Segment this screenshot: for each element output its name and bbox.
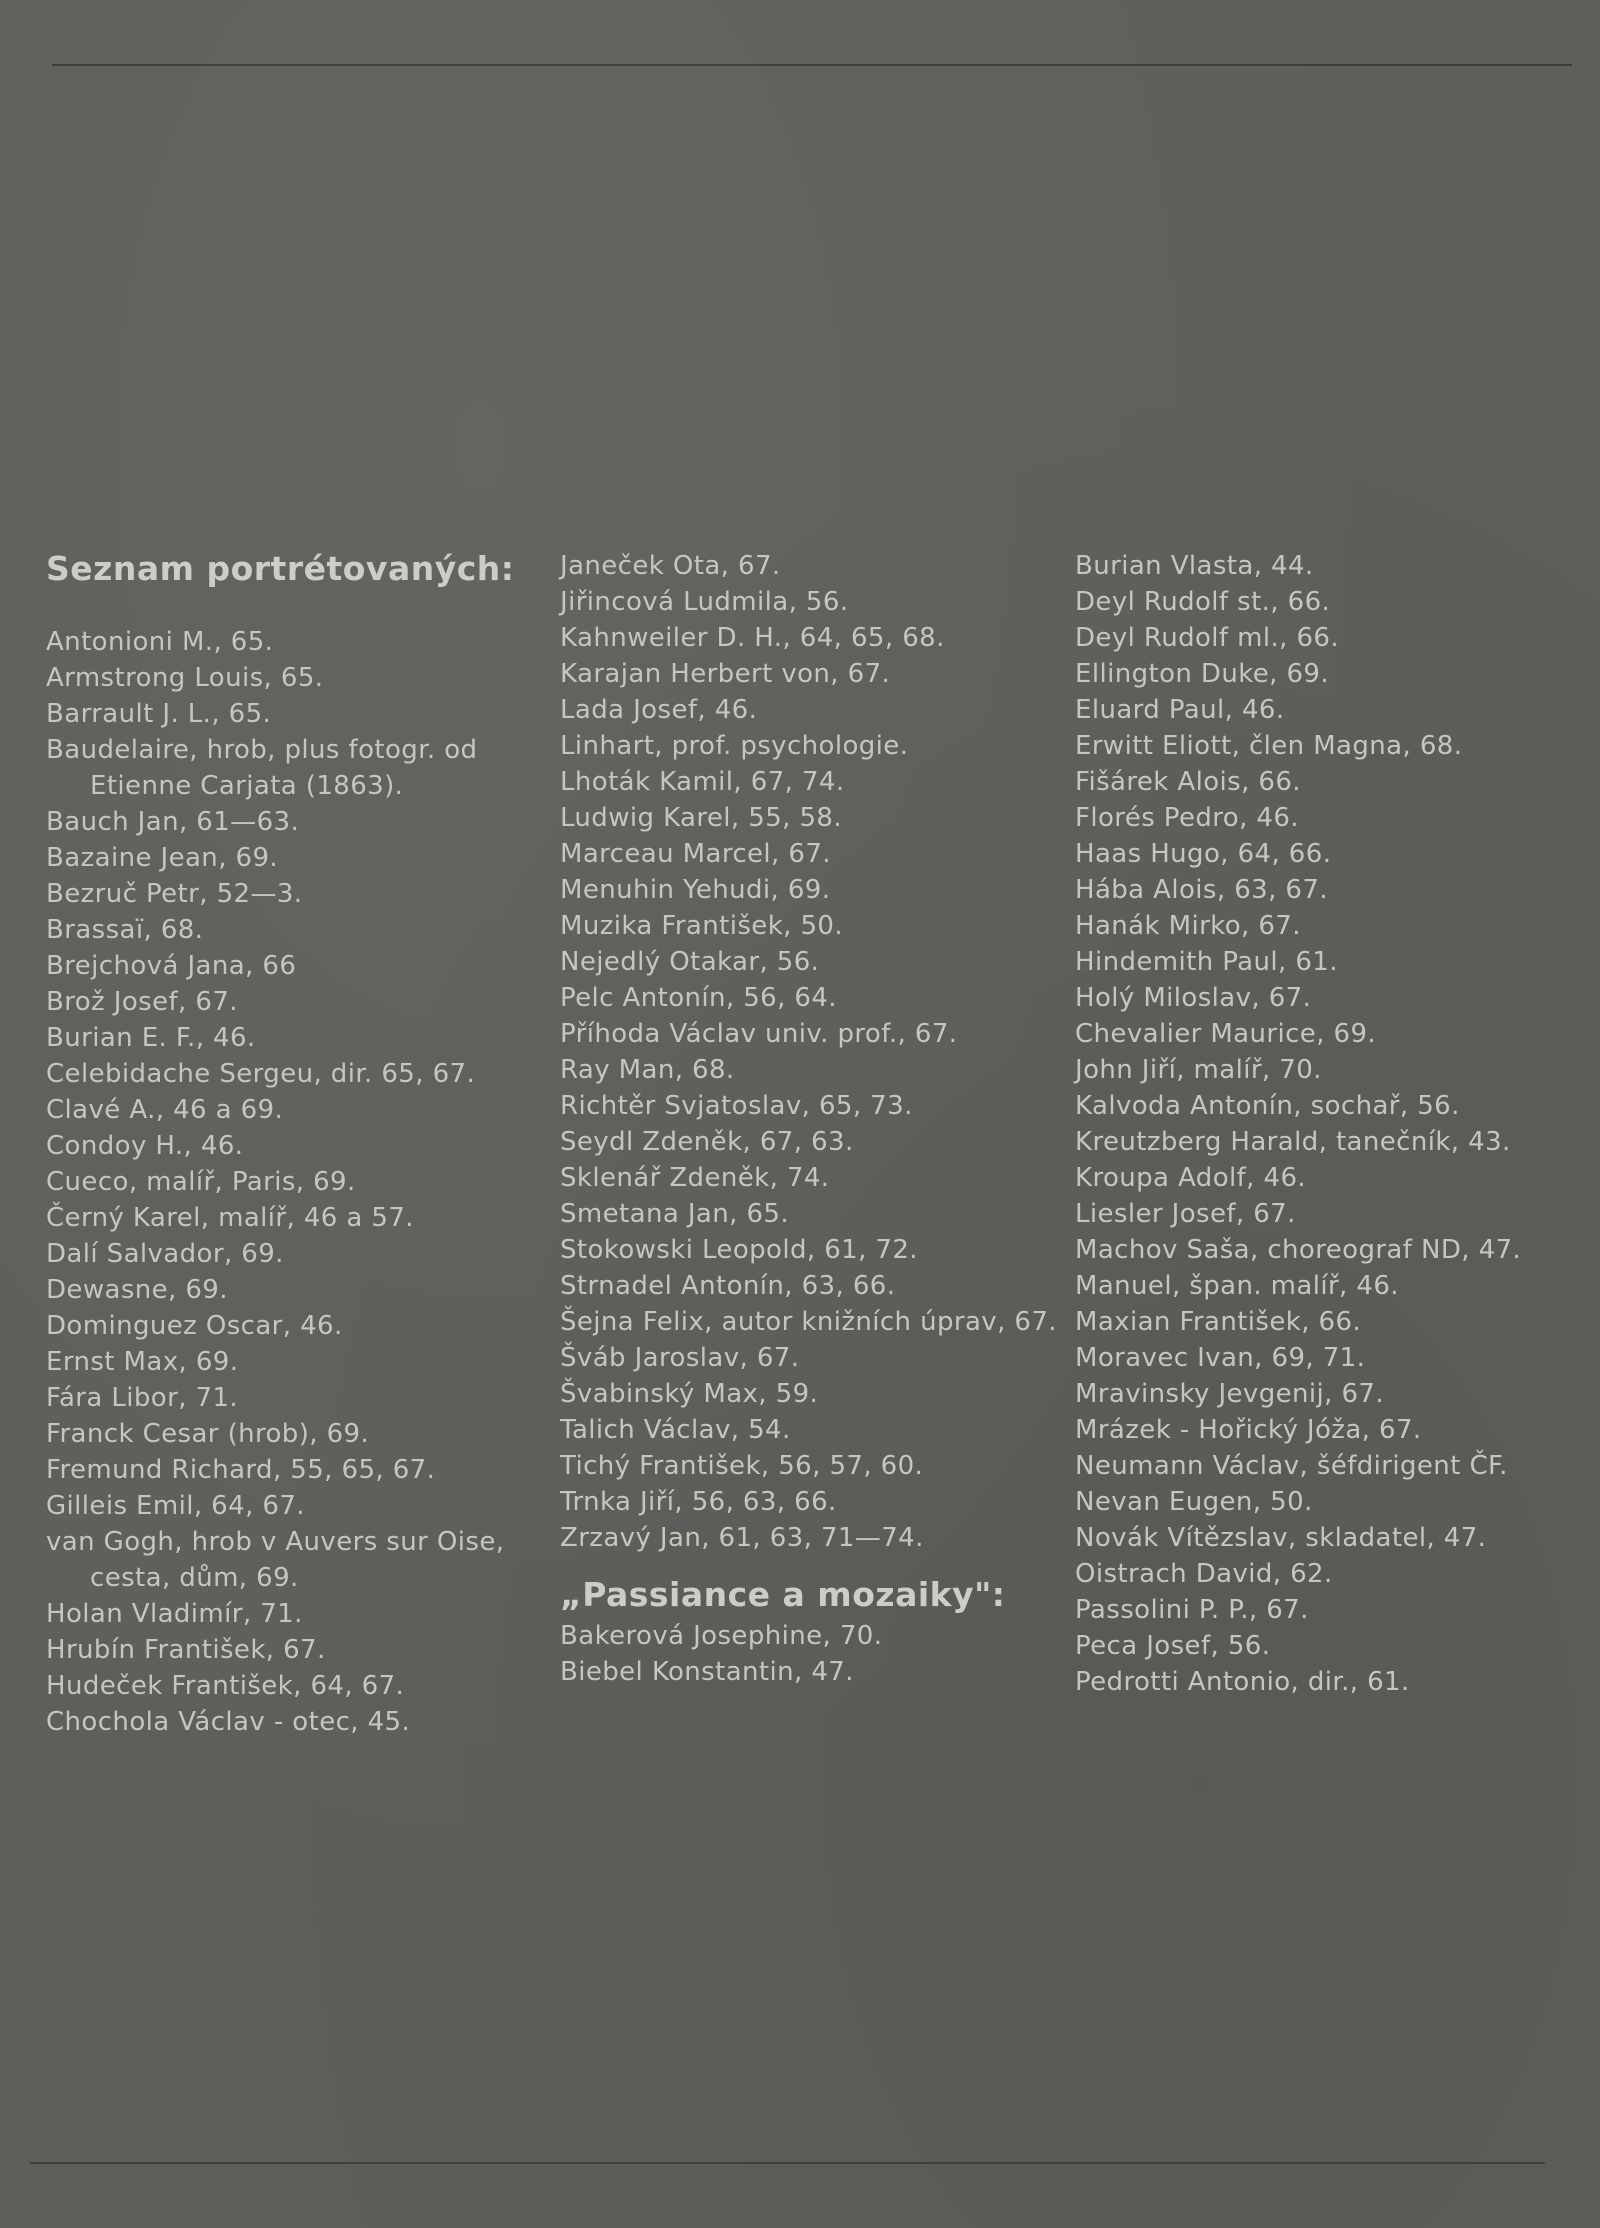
index-entry: Černý Karel, malíř, 46 a 57.	[46, 1203, 414, 1233]
index-entry: Pedrotti Antonio, dir., 61.	[1075, 1667, 1410, 1697]
index-entry: Liesler Josef, 67.	[1075, 1199, 1296, 1229]
index-entry: Florés Pedro, 46.	[1075, 803, 1299, 833]
index-entry: Richtěr Svjatoslav, 65, 73.	[560, 1091, 913, 1121]
index-entry: Franck Cesar (hrob), 69.	[46, 1419, 370, 1449]
index-entry: Hindemith Paul, 61.	[1075, 947, 1338, 977]
index-entry: Kreutzberg Harald, tanečník, 43.	[1075, 1127, 1511, 1157]
index-entry: Peca Josef, 56.	[1075, 1631, 1271, 1661]
index-entry: Pelc Antonín, 56, 64.	[560, 983, 837, 1013]
index-entry: Brož Josef, 67.	[46, 987, 238, 1017]
index-entry: Biebel Konstantin, 47.	[560, 1657, 854, 1687]
index-column-1	[46, 548, 566, 1740]
index-entry: Passolini P. P., 67.	[1075, 1595, 1309, 1625]
index-entry: Hudeček František, 64, 67.	[46, 1671, 405, 1701]
index-entry: Ellington Duke, 69.	[1075, 659, 1330, 689]
index-entry: Bakerová Josephine, 70.	[560, 1621, 883, 1651]
index-entry: Tichý František, 56, 57, 60.	[560, 1451, 924, 1481]
index-entry: Talich Václav, 54.	[560, 1415, 791, 1445]
index-entry: Holý Miloslav, 67.	[1075, 983, 1312, 1013]
entry-list-column-2	[560, 548, 1080, 1556]
section-heading-passiance: „Passiance a mozaiky":	[560, 1575, 1006, 1614]
index-entry: Švabinský Max, 59.	[560, 1379, 819, 1409]
index-entry: Jiřincová Ludmila, 56.	[560, 587, 849, 617]
entry-list-passiance	[560, 1618, 1080, 1690]
index-entry: Bazaine Jean, 69.	[46, 843, 279, 873]
index-entry: Kahnweiler D. H., 64, 65, 68.	[560, 623, 945, 653]
index-entry: Linhart, prof. psychologie.	[560, 731, 909, 761]
bottom-rule	[30, 2162, 1545, 2164]
index-entry: Stokowski Leopold, 61, 72.	[560, 1235, 918, 1265]
index-entry: Novák Vítězslav, skladatel, 47.	[1075, 1523, 1487, 1553]
index-entry: Celebidache Sergeu, dir. 65, 67.	[46, 1059, 476, 1089]
index-entry: John Jiří, malíř, 70.	[1075, 1055, 1322, 1085]
index-entry: Seydl Zdeněk, 67, 63.	[560, 1127, 854, 1157]
index-entry: Fišárek Alois, 66.	[1075, 767, 1301, 797]
index-entry: Nejedlý Otakar, 56.	[560, 947, 820, 977]
index-entry: Mravinsky Jevgenij, 67.	[1075, 1379, 1385, 1409]
index-entry: Neumann Václav, šéfdirigent ČF.	[1075, 1451, 1508, 1481]
index-entry: Ernst Max, 69.	[46, 1347, 239, 1377]
index-entry: Fára Libor, 71.	[46, 1383, 239, 1413]
index-entry: Bauch Jan, 61—63.	[46, 807, 300, 837]
index-entry: Sklenář Zdeněk, 74.	[560, 1163, 830, 1193]
index-entry: Hanák Mirko, 67.	[1075, 911, 1301, 941]
index-entry: Smetana Jan, 65.	[560, 1199, 789, 1229]
index-entry: van Gogh, hrob v Auvers sur Oise, cesta, dům, 69.	[46, 1527, 505, 1593]
index-entry: Ray Man, 68.	[560, 1055, 735, 1085]
index-column-2	[560, 548, 1080, 1690]
index-entry: Haas Hugo, 64, 66.	[1075, 839, 1332, 869]
index-entry: Gilleis Emil, 64, 67.	[46, 1491, 305, 1521]
top-rule	[52, 64, 1572, 66]
index-entry: Machov Saša, choreograf ND, 47.	[1075, 1235, 1522, 1265]
index-entry: Hába Alois, 63, 67.	[1075, 875, 1328, 905]
index-entry: Moravec Ivan, 69, 71.	[1075, 1343, 1366, 1373]
index-entry: Kalvoda Antonín, sochař, 56.	[1075, 1091, 1460, 1121]
index-entry: Armstrong Louis, 65.	[46, 663, 324, 693]
index-entry: Šváb Jaroslav, 67.	[560, 1343, 800, 1373]
index-entry: Burian E. F., 46.	[46, 1023, 256, 1053]
index-entry: Janeček Ota, 67.	[560, 551, 781, 581]
index-entry: Dalí Salvador, 69.	[46, 1239, 284, 1269]
index-entry: Condoy H., 46.	[46, 1131, 244, 1161]
index-entry: Muzika František, 50.	[560, 911, 844, 941]
index-entry: Barrault J. L., 65.	[46, 699, 272, 729]
index-entry: Dominguez Oscar, 46.	[46, 1311, 343, 1341]
index-entry: Kroupa Adolf, 46.	[1075, 1163, 1307, 1193]
index-entry: Eluard Paul, 46.	[1075, 695, 1285, 725]
index-entry: Marceau Marcel, 67.	[560, 839, 831, 869]
index-entry: Cueco, malíř, Paris, 69.	[46, 1167, 356, 1197]
index-entry: Menuhin Yehudi, 69.	[560, 875, 831, 905]
index-entry: Bezruč Petr, 52—3.	[46, 879, 303, 909]
index-entry: Chochola Václav - otec, 45.	[46, 1707, 411, 1737]
index-entry: Trnka Jiří, 56, 63, 66.	[560, 1487, 837, 1517]
index-heading: Seznam portrétovaných:	[46, 549, 515, 588]
index-entry: Antonioni M., 65.	[46, 627, 274, 657]
index-entry: Clavé A., 46 a 69.	[46, 1095, 284, 1125]
index-entry: Deyl Rudolf st., 66.	[1075, 587, 1331, 617]
index-entry: Erwitt Eliott, člen Magna, 68.	[1075, 731, 1463, 761]
index-entry: Baudelaire, hrob, plus fotogr. od Etienne Carjata (1863).	[46, 735, 478, 801]
entry-list-column-1	[46, 624, 566, 1740]
index-entry: Brassaï, 68.	[46, 915, 204, 945]
index-entry: Chevalier Maurice, 69.	[1075, 1019, 1377, 1049]
index-entry: Šejna Felix, autor knižních úprav, 67.	[560, 1307, 1057, 1337]
index-entry: Nevan Eugen, 50.	[1075, 1487, 1313, 1517]
index-column-3	[1075, 548, 1595, 1700]
index-entry: Brejchová Jana, 66	[46, 951, 297, 981]
index-entry: Lhoták Kamil, 67, 74.	[560, 767, 845, 797]
index-entry: Deyl Rudolf ml., 66.	[1075, 623, 1340, 653]
index-entry: Příhoda Václav univ. prof., 67.	[560, 1019, 958, 1049]
index-entry: Zrzavý Jan, 61, 63, 71—74.	[560, 1523, 924, 1553]
index-entry: Mrázek - Hořický Jóža, 67.	[1075, 1415, 1422, 1445]
entry-list-column-3	[1075, 548, 1595, 1700]
index-entry: Maxian František, 66.	[1075, 1307, 1362, 1337]
index-entry: Dewasne, 69.	[46, 1275, 228, 1305]
index-entry: Fremund Richard, 55, 65, 67.	[46, 1455, 436, 1485]
index-entry: Hrubín František, 67.	[46, 1635, 326, 1665]
index-entry: Strnadel Antonín, 63, 66.	[560, 1271, 896, 1301]
index-entry: Oistrach David, 62.	[1075, 1559, 1333, 1589]
index-entry: Ludwig Karel, 55, 58.	[560, 803, 843, 833]
index-entry: Holan Vladimír, 71.	[46, 1599, 303, 1629]
index-entry: Burian Vlasta, 44.	[1075, 551, 1314, 581]
index-entry: Karajan Herbert von, 67.	[560, 659, 891, 689]
index-entry: Manuel, špan. malíř, 46.	[1075, 1271, 1399, 1301]
index-entry: Lada Josef, 46.	[560, 695, 758, 725]
